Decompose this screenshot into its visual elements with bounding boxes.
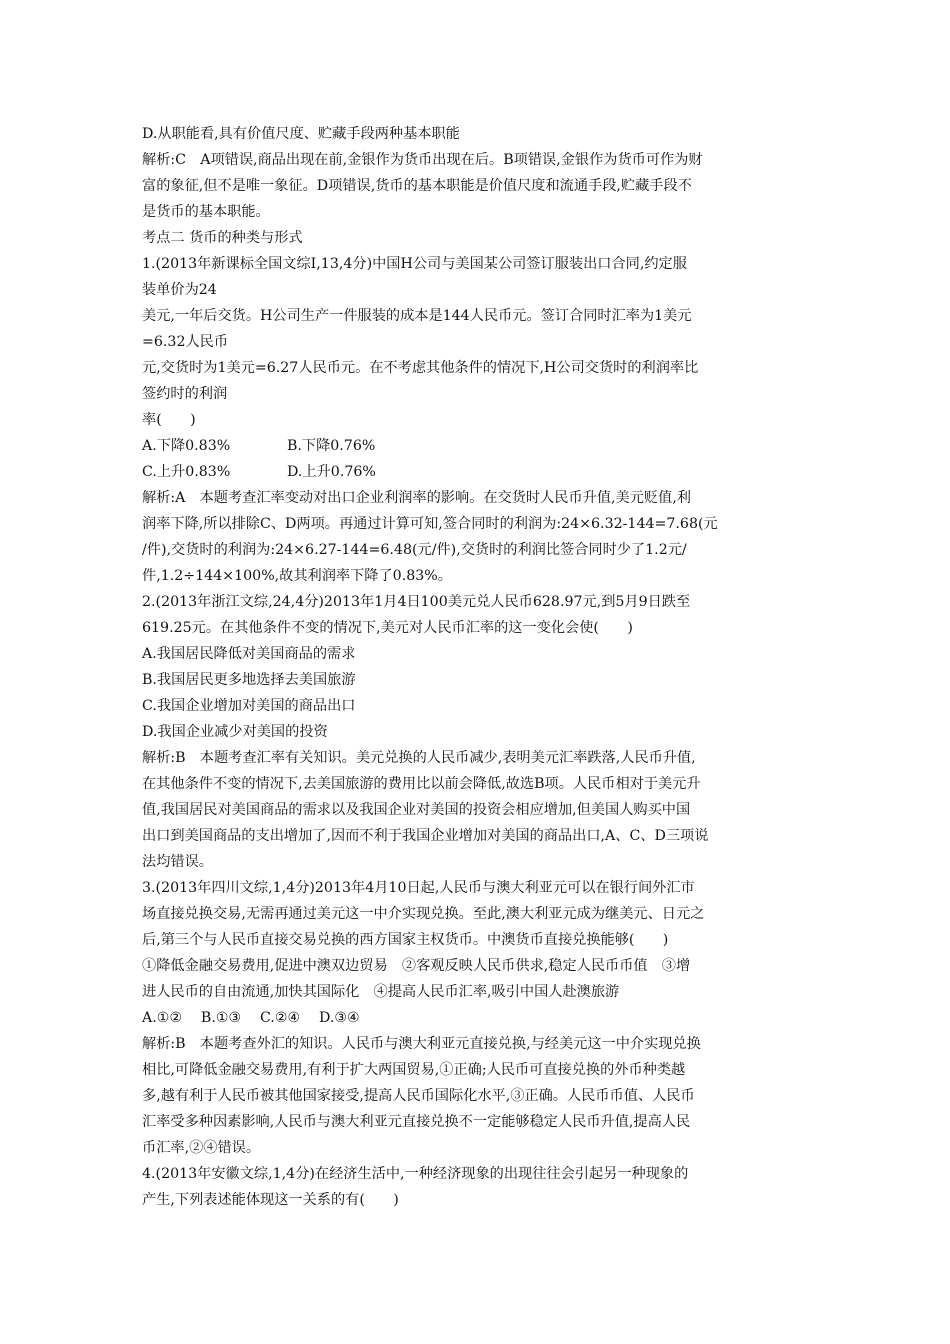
q1-stem-line-2: 装单价为24: [142, 282, 217, 298]
q3-stem-line-3: 后,第三个与人民币直接交易兑换的西方国家主权货币。中澳货币直接兑换能够( ): [142, 932, 669, 948]
q2-analysis-line-3: 值,我国居民对美国商品的需求以及我国企业对美国的投资会相应增加,但美国人购买中国: [142, 802, 691, 818]
q1-stem-line-5: 元,交货时为1美元=6.27人民币元。在不考虑其他条件的情况下,H公司交货时的利润率比: [142, 360, 699, 376]
q1-analysis-line-4: 件,1.2÷144×100%,故其利润率下降了0.83%。: [142, 568, 452, 584]
q4-stem-line-1: 4.(2013年安徽文综,1,4分)在经济生活中,一种经济现象的出现往往会引起另一种现象的: [142, 1166, 689, 1182]
q3-analysis-line-1: 解析:B 本题考查外汇的知识。人民币与澳大利亚元直接兑换,与经美元这一中介实现兑换: [142, 1036, 701, 1052]
q3-stem-line-2: 场直接兑换交易,无需再通过美元这一中介实现兑换。至此,澳大利亚元成为继美元、日元之: [142, 906, 705, 922]
q1-stem-line-7: 率( ): [142, 412, 196, 428]
q3-analysis-line-5: 币汇率,②④错误。: [142, 1140, 261, 1156]
q1-analysis-line-2: 润率下降,所以排除C、D两项。再通过计算可知,签合同时的利润为:24×6.32-144=7.68(元: [142, 516, 718, 532]
q2-option-d: D.我国企业减少对美国的投资: [142, 724, 328, 740]
q1-stem-line-6: 签约时的利润: [142, 386, 228, 402]
section-heading: 考点二 货币的种类与形式: [142, 230, 303, 246]
q3-items-line-2: 进人民币的自由流通,加快其国际化 ④提高人民币汇率,吸引中国人赴澳旅游: [142, 984, 620, 1000]
q1-stem-line-3: 美元,一年后交货。H公司生产一件服装的成本是144人民币元。签订合同时汇率为1美元: [142, 308, 692, 324]
q1-options-cd: C.上升0.83% D.上升0.76%: [142, 464, 376, 480]
q3-options: A.①② B.①③ C.②④ D.③④: [142, 1010, 360, 1026]
q3-analysis-line-2: 相比,可降低金融交易费用,有利于扩大两国贸易,①正确;人民币可直接兑换的外币种类越: [142, 1062, 686, 1078]
q2-option-c: C.我国企业增加对美国的商品出口: [142, 698, 356, 714]
q2-stem-line-1: 2.(2013年浙江文综,24,4分)2013年1月4日100美元兑人民币628.97元,到5月9日跌至: [142, 594, 691, 610]
q1-analysis-line-1: 解析:A 本题考查汇率变动对出口企业利润率的影响。在交货时人民币升值,美元贬值,利: [142, 490, 691, 506]
q2-analysis-line-1: 解析:B 本题考查汇率有关知识。美元兑换的人民币减少,表明美元汇率跌落,人民币升值,: [142, 750, 696, 766]
analysis-prev-line-3: 是货币的基本职能。: [142, 204, 270, 220]
q4-stem-line-2: 产生,下列表述能体现这一关系的有( ): [142, 1192, 399, 1208]
q1-stem-line-1: 1.(2013年新课标全国文综Ⅰ,13,4分)中国H公司与美国某公司签订服装出口合同,约定服: [142, 256, 687, 272]
q3-items-line-1: ①降低金融交易费用,促进中澳双边贸易 ②客观反映人民币供求,稳定人民币币值 ③增: [142, 958, 691, 974]
analysis-prev-line-2: 富的象征,但不是唯一象征。D项错误,货币的基本职能是价值尺度和流通手段,贮藏手段不: [142, 178, 692, 194]
q3-analysis-line-3: 多,越有利于人民币被其他国家接受,提高人民币国际化水平,③正确。人民币币值、人民币: [142, 1088, 695, 1104]
q2-analysis-line-5: 法均错误。: [142, 854, 213, 870]
q1-stem-line-4: =6.32人民币: [142, 334, 229, 350]
analysis-prev-line-1: 解析:C A项错误,商品出现在前,金银作为货币出现在后。B项错误,金银作为货币可作为财: [142, 152, 703, 168]
q2-stem-line-2: 619.25元。在其他条件不变的情况下,美元对人民币汇率的这一变化会使( ): [142, 620, 633, 636]
q1-analysis-line-3: /件),交货时的利润为:24×6.27-144=6.48(元/件),交货时的利润比签合同时少了1.2元/: [142, 542, 687, 558]
document-body: [142, 121, 807, 1213]
q2-option-b: B.我国居民更多地选择去美国旅游: [142, 672, 356, 688]
q1-options-ab: A.下降0.83% B.下降0.76%: [142, 438, 376, 454]
option-d-prev: D.从职能看,具有价值尺度、贮藏手段两种基本职能: [142, 126, 460, 142]
q3-analysis-line-4: 汇率受多种因素影响,人民币与澳大利亚元直接兑换不一定能够稳定人民币升值,提高人民: [142, 1114, 691, 1130]
q2-option-a: A.我国居民降低对美国商品的需求: [142, 646, 356, 662]
q3-stem-line-1: 3.(2013年四川文综,1,4分)2013年4月10日起,人民币与澳大利亚元可以在银行间外汇市: [142, 880, 695, 896]
q2-analysis-line-2: 在其他条件不变的情况下,去美国旅游的费用比以前会降低,故选B项。人民币相对于美元升: [142, 776, 701, 792]
q2-analysis-line-4: 出口到美国商品的支出增加了,因而不利于我国企业增加对美国的商品出口,A、C、D三项说: [142, 828, 709, 844]
